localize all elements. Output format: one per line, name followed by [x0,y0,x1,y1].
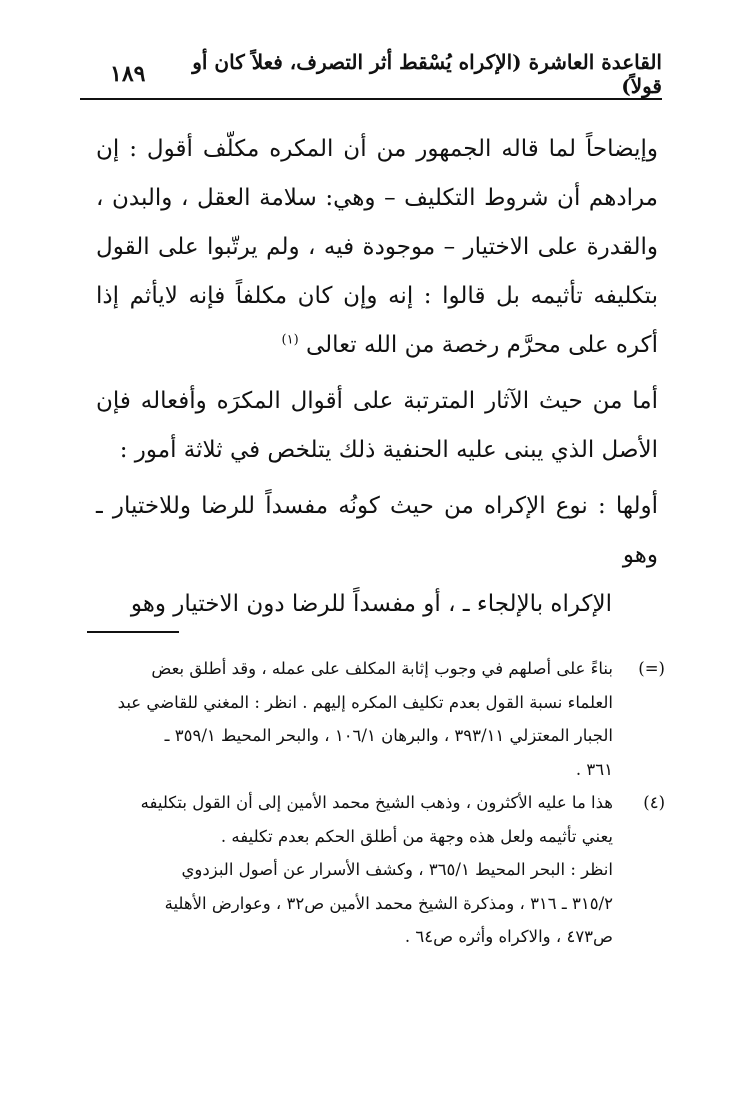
footnote-line: الجبار المعتزلي ٣٩٣/١١ ، والبرهان ١٠٦/١ ، والبحر المحيط ٣٥٩/١ ـ [164,726,613,745]
footnote-body [92,652,613,786]
footnote-line: بناءً على أصلهم في وجوب إثابة المكلف على عمله ، وقد أطلق بعض [151,659,613,678]
footnote-4 [92,786,665,954]
footnote-line: انظر : البحر المحيط ٣٦٥/١ ، وكشف الأسرار عن أصول البزدوي [181,860,613,879]
footnote-mark: (٤) [643,793,665,812]
footnote-continued [92,652,665,786]
footnote-divider [87,631,179,633]
paragraph-3 [96,482,658,629]
footnote-body [92,786,613,954]
page-number: ١٨٩ [110,61,146,87]
footnote-line: ٣٦١ . [575,759,613,779]
footnote-reference: (١) [281,332,299,348]
paragraph-3-line-1: أولها : نوع الإكراه من حيث كونُه مفسداً للرضا وللاختيار ـ وهو [96,493,658,568]
footnote-line: العلماء نسبة القول بعدم تكليف المكره إليهم . انظر : المغني للقاضي عبد [117,692,613,712]
footnote-line: هذا ما عليه الأكثرون ، وذهب الشيخ محمد الأمين إلى أن القول بتكليفه [140,793,613,812]
running-header [80,50,662,100]
footnotes [92,652,665,954]
footnote-line: ص٤٧٣ ، والاكراه وأثره ص٦٤ . [404,927,613,946]
footnote-line: ٣١٥/٢ ـ ٣١٦ ، ومذكرة الشيخ محمد الأمين ص٣٢ ، وعوارض الأهلية [164,893,613,913]
paragraph-2: أما من حيث الآثار المترتبة على أقوال المكرَه وأفعاله فإن الأصل الذي يبنى عليه الحنفية ذلك يتلخص في ثلاثة أمور : [96,388,658,463]
paragraph-1-text: وإيضاحاً لما قاله الجمهور من أن المكره مكلّف أقول : إن مرادهم أن شروط التكليف – وهي: سلامة العقل ، والبدن ، والقدرة على الاختيار – موجودة فيه ، ولم يرتّبوا على القول بتكليفه تأثيمه بل قالوا : إنه وإن كان مكلفاً فإنه لايأثم إذا أكره على محرَّم رخصة من الله تعالى [96,136,658,358]
header-title: القاعدة العاشرة (الإكراه يُسْقط أثر التصرف، فعلاً كان أو قولاً) [192,50,662,98]
footnote-mark: (=) [638,659,665,678]
paragraph-1 [96,125,658,370]
paragraph-3-line-2: الإكراه بالإلجاء ـ ، أو مفسداً للرضا دون الاختيار وهو [130,591,612,617]
footnote-line: يعني تأثيمه ولعل هذه وجهة من أطلق الحكم بعدم تكليفه . [220,826,613,846]
main-text [96,125,658,629]
